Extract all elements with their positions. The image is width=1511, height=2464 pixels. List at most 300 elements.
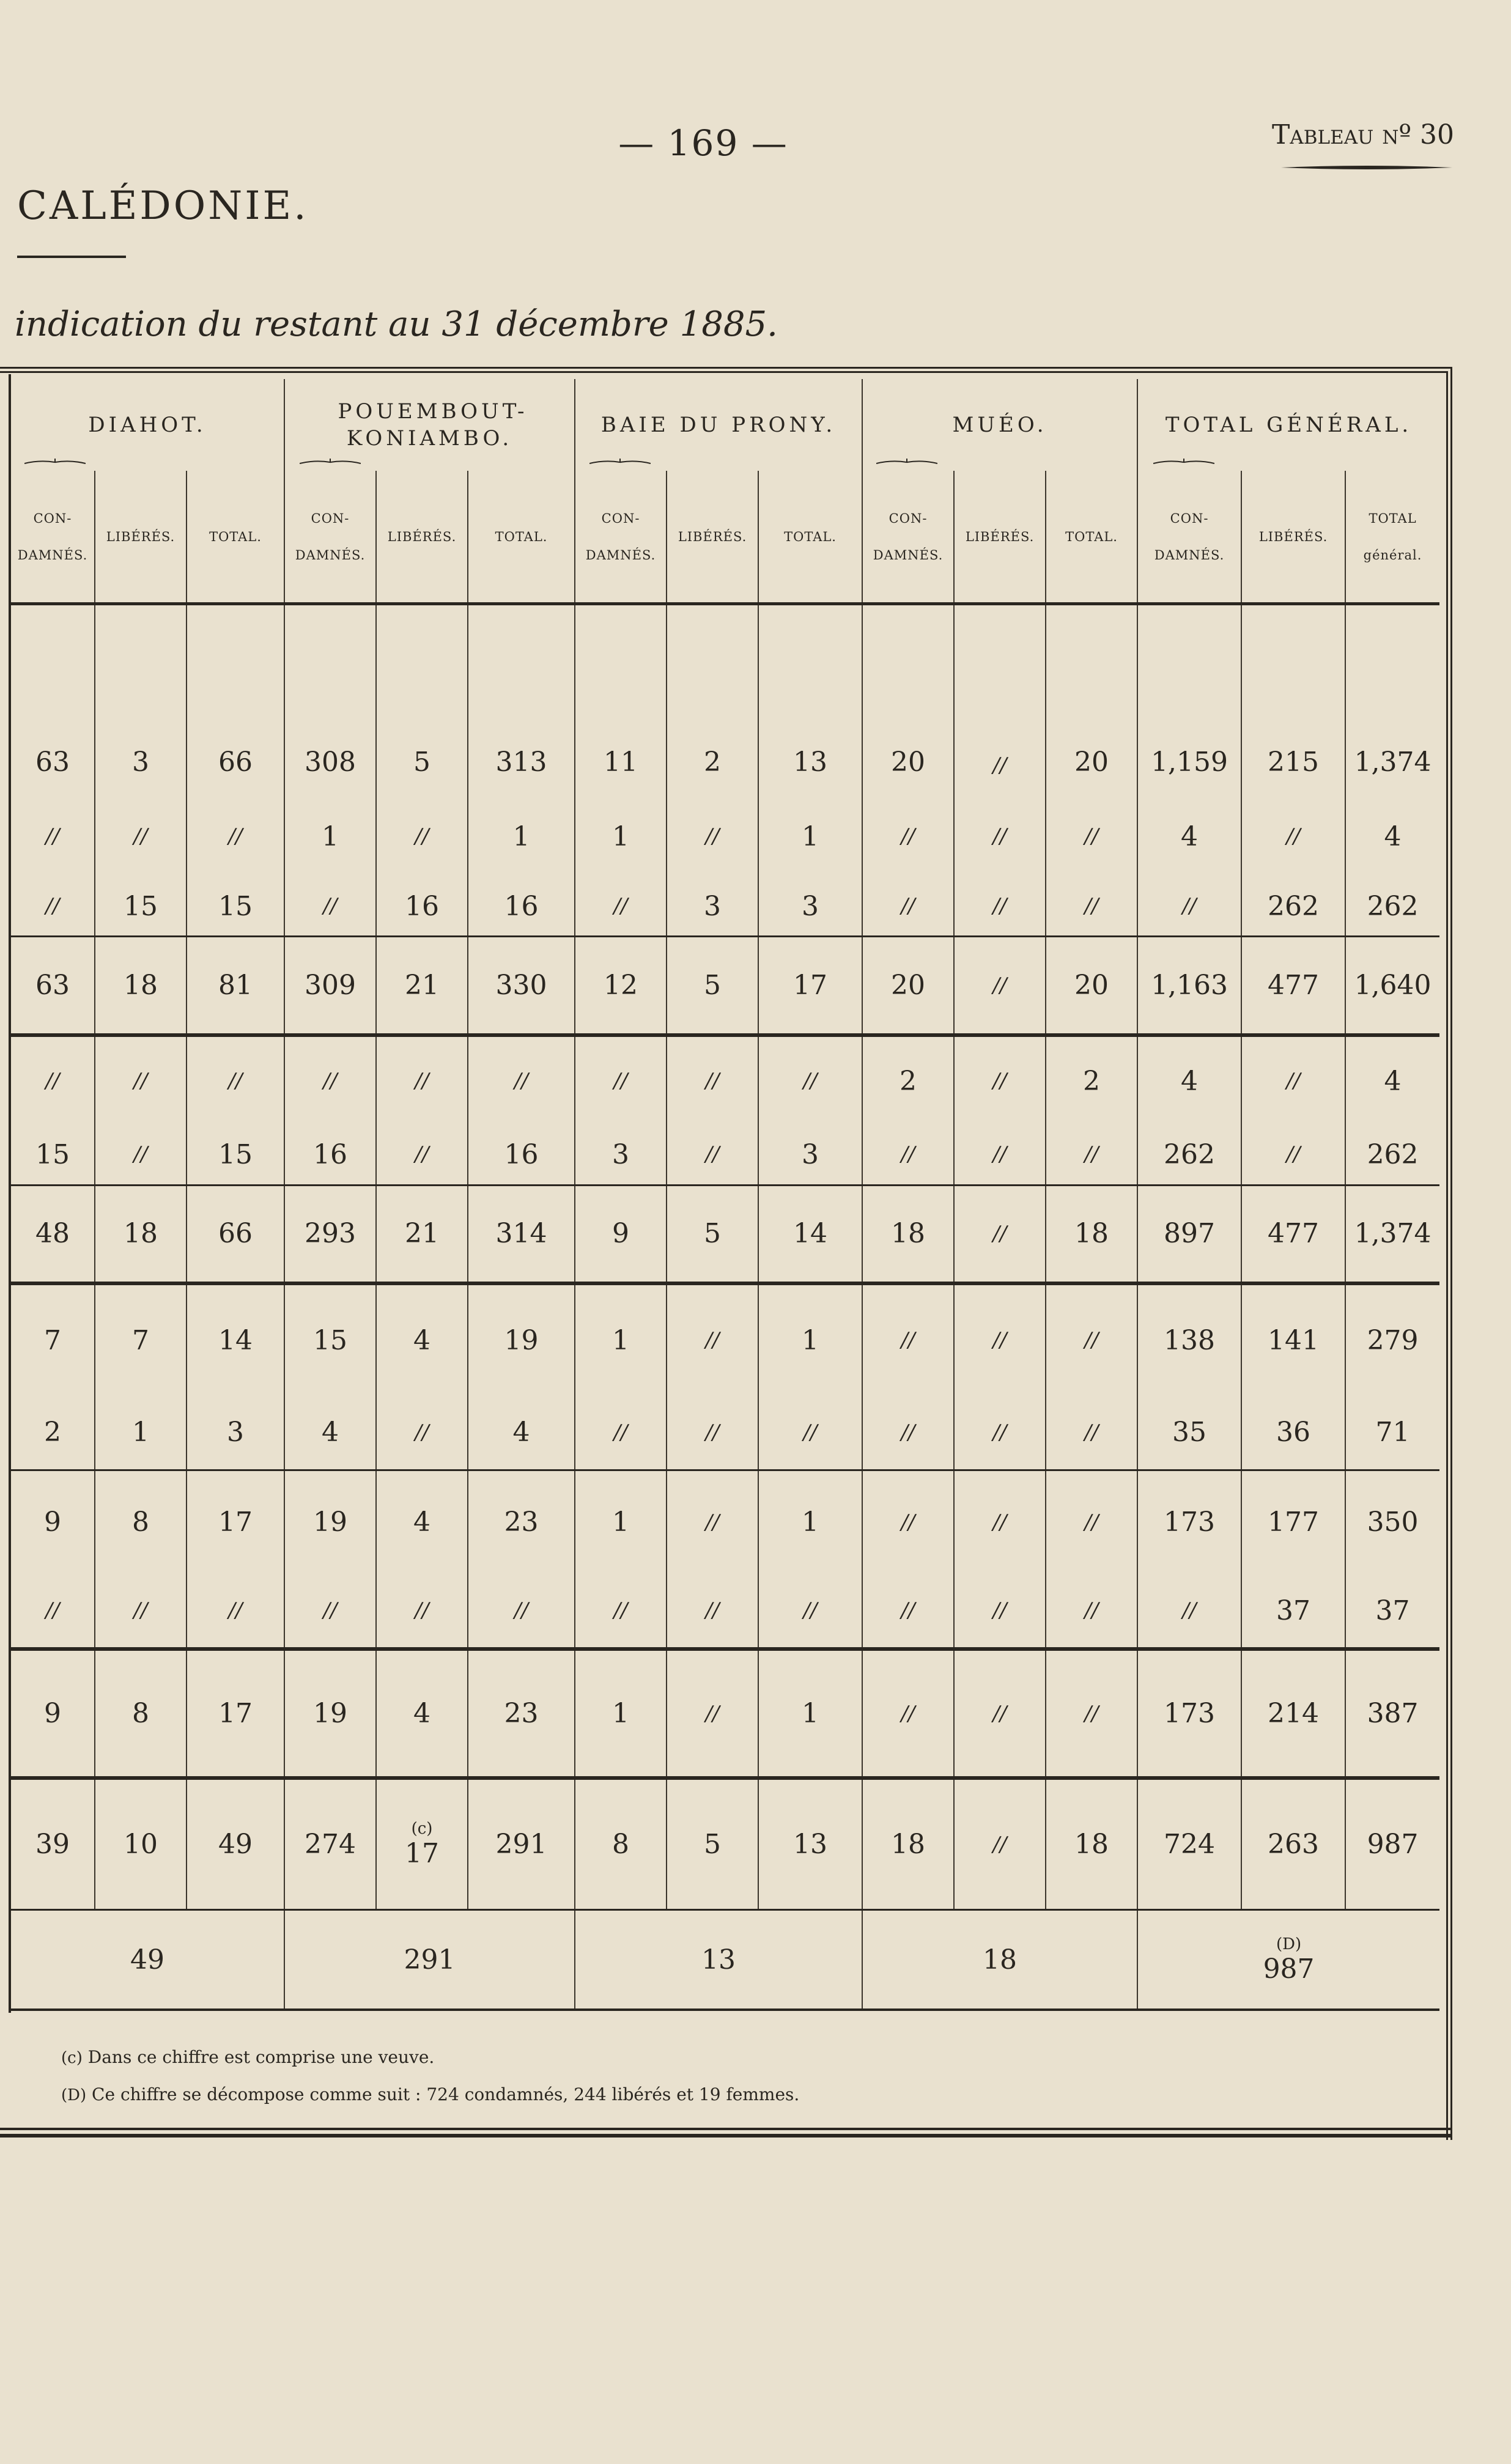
table-cell xyxy=(1345,1035,1439,1125)
ditto-mark: // xyxy=(514,1069,528,1094)
table-cell xyxy=(95,1649,187,1778)
table-cell xyxy=(575,1283,667,1395)
table-cell xyxy=(1241,877,1345,937)
table-cell xyxy=(11,877,95,937)
ditto-mark: // xyxy=(705,1420,720,1445)
cell-value: 1 xyxy=(612,1698,630,1730)
cell-value: 19 xyxy=(313,1698,348,1730)
cell-value: 2 xyxy=(44,1417,61,1448)
table-cell xyxy=(954,1470,1046,1574)
cell-value: 262 xyxy=(1367,890,1419,922)
table-cell xyxy=(11,1574,95,1649)
table-cell xyxy=(1345,1470,1439,1574)
cell-value: 23 xyxy=(504,1698,539,1730)
group-brace xyxy=(300,457,361,466)
table-cell xyxy=(1345,1396,1439,1470)
table-cell xyxy=(575,877,667,937)
cell-value: 16 xyxy=(504,890,539,922)
cell-value: 5 xyxy=(704,1218,722,1250)
ditto-mark: // xyxy=(45,894,60,919)
cell-value: 387 xyxy=(1367,1698,1419,1730)
table-cell xyxy=(1137,796,1241,877)
cell-value: 37 xyxy=(1276,1595,1311,1626)
table-cell xyxy=(468,1574,575,1649)
cell-value: 16 xyxy=(313,1138,348,1170)
table-cell xyxy=(284,796,376,877)
region-title-rule xyxy=(17,256,126,258)
col-condamnes: CON-DAMNÉS. xyxy=(11,471,95,604)
table-cell xyxy=(667,1125,758,1185)
cell-value: 1 xyxy=(512,821,530,852)
table-cell xyxy=(667,1035,758,1125)
table-cell xyxy=(11,1125,95,1185)
group-total-label: TOTAL GÉNÉRAL. xyxy=(1165,413,1413,437)
table-cell xyxy=(1241,1470,1345,1574)
table-cell xyxy=(284,604,376,797)
table-cell xyxy=(95,1125,187,1185)
ditto-mark: // xyxy=(705,824,720,849)
table-cell xyxy=(1241,796,1345,877)
table-cell xyxy=(468,1125,575,1185)
table-cell xyxy=(575,1125,667,1185)
table-cell xyxy=(954,1778,1046,1909)
table-cell xyxy=(862,1396,954,1470)
cell-value: 4 xyxy=(1181,821,1199,852)
cell-value: 313 xyxy=(495,747,547,778)
group-brace xyxy=(876,457,937,466)
ditto-mark: // xyxy=(323,894,338,919)
cell-value: 9 xyxy=(612,1218,630,1250)
cell-value: 3 xyxy=(802,1138,819,1170)
table-row xyxy=(11,604,1439,797)
table-cell xyxy=(1046,1283,1137,1395)
group-baie-du-prony xyxy=(575,379,862,471)
ditto-mark: // xyxy=(992,894,1007,919)
table-cell xyxy=(376,1649,468,1778)
ditto-mark: // xyxy=(45,824,60,849)
col-total: TOTAL. xyxy=(468,471,575,604)
table-cell xyxy=(468,1185,575,1283)
cell-value: 308 xyxy=(305,747,356,778)
ditto-mark: // xyxy=(1084,1142,1099,1167)
cell-value: 897 xyxy=(1164,1218,1216,1250)
cell-value: 37 xyxy=(1375,1595,1410,1626)
footnote-c xyxy=(61,2039,799,2076)
table-cell xyxy=(95,937,187,1035)
table-cell xyxy=(468,1283,575,1395)
table-cell xyxy=(1046,937,1137,1035)
table-cell xyxy=(758,877,862,937)
table-frame-bottom xyxy=(0,2128,1452,2138)
table-cell xyxy=(667,1396,758,1470)
cell-value: 477 xyxy=(1268,970,1320,1001)
cell-value: 14 xyxy=(218,1324,253,1356)
ditto-mark: // xyxy=(613,1069,628,1094)
group-total-general xyxy=(1137,379,1439,471)
table-cell xyxy=(954,1283,1046,1395)
table-cell xyxy=(95,877,187,937)
group-diahot-label: DIAHOT. xyxy=(88,413,207,437)
table-cell xyxy=(1137,604,1241,797)
table-cell xyxy=(468,1778,575,1909)
cell-value: 3 xyxy=(612,1138,630,1170)
cell-value: 18 xyxy=(1074,1829,1109,1861)
grand-total-value: 18 xyxy=(983,1944,1018,1975)
table-cell xyxy=(187,1035,284,1125)
table-cell xyxy=(575,1396,667,1470)
ditto-mark: // xyxy=(901,1420,915,1445)
table-cell xyxy=(575,796,667,877)
ditto-mark: // xyxy=(901,1328,915,1353)
cell-value: 138 xyxy=(1164,1324,1216,1356)
table-cell xyxy=(667,937,758,1035)
grand-total-value: 49 xyxy=(130,1944,164,1975)
column-header-row xyxy=(11,471,1439,604)
cell-value: 49 xyxy=(218,1829,253,1861)
table-cell xyxy=(376,604,468,797)
table-cell xyxy=(862,1574,954,1649)
table-cell xyxy=(1046,1035,1137,1125)
group-brace xyxy=(24,457,86,466)
table-cell xyxy=(862,1649,954,1778)
table-cell xyxy=(187,1574,284,1649)
table-cell xyxy=(187,1283,284,1395)
table-cell xyxy=(758,937,862,1035)
table-cell xyxy=(1241,1574,1345,1649)
ditto-mark: // xyxy=(992,1598,1007,1623)
group-brace xyxy=(589,457,651,466)
cell-value: 17 xyxy=(405,1838,440,1870)
table-cell xyxy=(284,1396,376,1470)
table-cell xyxy=(11,1283,95,1395)
grand-total-row xyxy=(11,1910,1439,2009)
cell-value: 1 xyxy=(802,1507,819,1538)
cell-value: 2 xyxy=(900,1065,917,1097)
table-cell xyxy=(575,1185,667,1283)
statistics-table xyxy=(11,379,1439,2008)
table-cell xyxy=(667,877,758,937)
table-cell xyxy=(667,1778,758,1909)
table-cell xyxy=(376,937,468,1035)
table-cell xyxy=(862,796,954,877)
table-cell xyxy=(758,1470,862,1574)
cell-value: 1 xyxy=(612,1507,630,1538)
table-cell xyxy=(11,1035,95,1125)
table-cell xyxy=(758,1035,862,1125)
table-cell xyxy=(1241,1283,1345,1395)
table-cell xyxy=(667,1649,758,1778)
table-cell xyxy=(954,1035,1046,1125)
table-cell xyxy=(1137,1035,1241,1125)
table-cell xyxy=(575,1574,667,1649)
cell-value: 314 xyxy=(495,1218,547,1250)
grand-total-baie xyxy=(575,1910,862,2009)
cell-value: 3 xyxy=(132,747,149,778)
table-cell xyxy=(468,937,575,1035)
table-cell xyxy=(11,604,95,797)
table-cell xyxy=(758,604,862,797)
table-cell xyxy=(468,1396,575,1470)
table-cell xyxy=(11,1649,95,1778)
cell-value: 20 xyxy=(891,970,926,1001)
cell-value: 15 xyxy=(35,1138,70,1170)
col-liberes: LIBÉRÉS. xyxy=(954,471,1046,604)
cell-value: 1 xyxy=(612,1324,630,1356)
table-cell xyxy=(11,796,95,877)
grand-total-diahot xyxy=(11,1910,284,2009)
cell-value: 262 xyxy=(1367,1138,1419,1170)
col-condamnes: CON-DAMNÉS. xyxy=(1137,471,1241,604)
table-body xyxy=(11,604,1439,1910)
table-cell xyxy=(1345,937,1439,1035)
cell-value: 1,374 xyxy=(1354,747,1432,778)
cell-value: 3 xyxy=(227,1417,244,1448)
table-cell xyxy=(1241,937,1345,1035)
ditto-mark: // xyxy=(415,1420,429,1445)
ditto-mark: // xyxy=(901,824,915,849)
cell-value: 66 xyxy=(218,1218,253,1250)
table-cell xyxy=(1345,1185,1439,1283)
cell-value: 20 xyxy=(891,747,926,778)
ditto-mark: // xyxy=(1084,1328,1099,1353)
col-condamnes: CON-DAMNÉS. xyxy=(284,471,376,604)
table-cell xyxy=(1241,1125,1345,1185)
table-cell xyxy=(1046,1185,1137,1283)
table-cell xyxy=(862,877,954,937)
group-pouembout-label: POUEMBOUT-KONIAMBO. xyxy=(338,399,528,451)
table-ref-underline xyxy=(1281,165,1452,170)
cell-value: 214 xyxy=(1268,1698,1320,1730)
table-cell xyxy=(284,1035,376,1125)
table-cell xyxy=(1137,1396,1241,1470)
table-cell xyxy=(376,1125,468,1185)
ditto-mark: // xyxy=(1084,1510,1099,1535)
ditto-mark: // xyxy=(133,1598,148,1623)
table-cell xyxy=(468,604,575,797)
cell-value: 4 xyxy=(1384,821,1402,852)
cell-value: 2 xyxy=(704,747,722,778)
table-cell xyxy=(575,1649,667,1778)
cell-value: 7 xyxy=(44,1324,61,1356)
table-cell xyxy=(284,1283,376,1395)
table-cell xyxy=(468,1649,575,1778)
cell-value: 262 xyxy=(1164,1138,1216,1170)
table-cell xyxy=(95,1574,187,1649)
cell-value: 4 xyxy=(413,1698,431,1730)
table-cell xyxy=(1241,1778,1345,1909)
cell-value: 18 xyxy=(124,1218,158,1250)
cell-value: 20 xyxy=(1074,970,1109,1001)
cell-value: 274 xyxy=(305,1829,356,1861)
cell-value: 309 xyxy=(305,970,356,1001)
ditto-mark: // xyxy=(705,1701,720,1726)
table-row xyxy=(11,1035,1439,1125)
cell-value: 5 xyxy=(704,970,722,1001)
cell-value: 35 xyxy=(1172,1417,1207,1448)
col-condamnes: CON-DAMNÉS. xyxy=(862,471,954,604)
table-cell xyxy=(954,1396,1046,1470)
table-row xyxy=(11,937,1439,1035)
grand-total-mueo xyxy=(862,1910,1137,2009)
ditto-mark: // xyxy=(992,1832,1007,1857)
ditto-mark: // xyxy=(901,1510,915,1535)
cell-value: 173 xyxy=(1164,1507,1216,1538)
table-cell xyxy=(95,1283,187,1395)
table-cell xyxy=(187,604,284,797)
cell-value: 18 xyxy=(891,1829,926,1861)
ditto-mark: // xyxy=(1286,1142,1301,1167)
table-cell xyxy=(11,937,95,1035)
table-cell xyxy=(1046,1470,1137,1574)
table-cell xyxy=(187,937,284,1035)
cell-value: 17 xyxy=(793,970,828,1001)
ditto-mark: // xyxy=(133,824,148,849)
ditto-mark: // xyxy=(228,824,243,849)
table-cell xyxy=(1137,1185,1241,1283)
cell-value: 215 xyxy=(1268,747,1320,778)
table-cell xyxy=(1137,1125,1241,1185)
table-cell xyxy=(1046,1125,1137,1185)
ditto-mark: // xyxy=(228,1069,243,1094)
table-cell xyxy=(376,877,468,937)
cell-value: 18 xyxy=(891,1218,926,1250)
cell-value: 15 xyxy=(313,1324,348,1356)
table-cell xyxy=(1046,1396,1137,1470)
cell-value: 3 xyxy=(704,890,722,922)
cell-value: 13 xyxy=(793,1829,828,1861)
page-number: — 169 — xyxy=(618,122,788,164)
cell-value: 1,374 xyxy=(1354,1218,1432,1250)
grand-total-value: 13 xyxy=(701,1944,736,1975)
table-cell xyxy=(95,1778,187,1909)
table-cell xyxy=(376,1574,468,1649)
ditto-mark: // xyxy=(1084,894,1099,919)
cell-value: 81 xyxy=(218,970,253,1001)
ditto-mark: // xyxy=(705,1328,720,1353)
table-cell xyxy=(1345,1125,1439,1185)
cell-value: 19 xyxy=(313,1507,348,1538)
table-cell xyxy=(284,1470,376,1574)
table-cell xyxy=(667,1283,758,1395)
table-cell xyxy=(758,1283,862,1395)
ditto-mark: // xyxy=(901,1598,915,1623)
table-row xyxy=(11,1185,1439,1283)
table-cell xyxy=(954,604,1046,797)
col-total: TOTAL. xyxy=(187,471,284,604)
cell-value: 21 xyxy=(405,970,440,1001)
cell-value: 17 xyxy=(218,1698,253,1730)
table-cell xyxy=(11,1185,95,1283)
col-total: TOTAL. xyxy=(1046,471,1137,604)
ditto-mark: // xyxy=(415,1598,429,1623)
note-mark-d: (D) xyxy=(1276,1935,1302,1953)
cell-value: 9 xyxy=(44,1507,61,1538)
table-cell xyxy=(284,1649,376,1778)
ditto-mark: // xyxy=(133,1142,148,1167)
cell-value: 4 xyxy=(322,1417,339,1448)
table-cell xyxy=(95,1470,187,1574)
table-cell xyxy=(284,877,376,937)
group-baie-label: BAIE DU PRONY. xyxy=(600,413,837,437)
table-cell xyxy=(468,1035,575,1125)
table-cell xyxy=(1046,877,1137,937)
cell-value: 1,163 xyxy=(1151,970,1228,1001)
ditto-mark: // xyxy=(705,1142,720,1167)
table-row xyxy=(11,1396,1439,1470)
ditto-mark: // xyxy=(992,1701,1007,1726)
region-title: CALÉDONIE. xyxy=(17,183,309,229)
table-cell xyxy=(667,796,758,877)
table-row xyxy=(11,1470,1439,1574)
cell-value: 71 xyxy=(1375,1417,1410,1448)
table-cell xyxy=(284,1125,376,1185)
cell-value: 15 xyxy=(124,890,158,922)
table-cell xyxy=(862,1035,954,1125)
cell-value: 63 xyxy=(35,747,70,778)
table-cell xyxy=(1137,937,1241,1035)
ditto-mark: // xyxy=(992,753,1007,778)
ditto-mark: // xyxy=(992,973,1007,998)
table-cell xyxy=(284,1185,376,1283)
table-cell xyxy=(376,1035,468,1125)
cell-value: 8 xyxy=(132,1507,149,1538)
ditto-mark: // xyxy=(992,1142,1007,1167)
footnote-text: Ce chiffre se décompose comme suit : 724 condamnés, 244 libérés et 19 femmes. xyxy=(92,2084,800,2104)
cell-value: 1 xyxy=(802,1698,819,1730)
table-cell xyxy=(667,604,758,797)
table-cell xyxy=(187,1470,284,1574)
cell-value: 39 xyxy=(35,1829,70,1861)
table-cell xyxy=(667,1470,758,1574)
table-cell xyxy=(1345,1778,1439,1909)
cell-value: 15 xyxy=(218,1138,253,1170)
group-header-row xyxy=(11,379,1439,471)
cell-value: 262 xyxy=(1268,890,1320,922)
cell-value: 9 xyxy=(44,1698,61,1730)
table-row xyxy=(11,1574,1439,1649)
table-cell xyxy=(1137,1778,1241,1909)
footnote-tag: (c) xyxy=(61,2049,83,2067)
ditto-mark: // xyxy=(45,1598,60,1623)
table-cell xyxy=(1345,796,1439,877)
cell-value: 293 xyxy=(305,1218,356,1250)
group-diahot xyxy=(11,379,284,471)
ditto-mark: // xyxy=(992,1328,1007,1353)
ditto-mark: // xyxy=(228,1598,243,1623)
table-cell xyxy=(187,1125,284,1185)
col-condamnes: CON-DAMNÉS. xyxy=(575,471,667,604)
table-row xyxy=(11,1649,1439,1778)
group-pouembout xyxy=(284,379,575,471)
table-cell xyxy=(376,1396,468,1470)
cell-value: 18 xyxy=(124,970,158,1001)
table-cell xyxy=(1046,796,1137,877)
table-cell xyxy=(1241,604,1345,797)
table-cell xyxy=(758,796,862,877)
table-cell xyxy=(954,1574,1046,1649)
cell-value: 1,159 xyxy=(1151,747,1228,778)
table-cell xyxy=(862,1185,954,1283)
table-cell xyxy=(1345,1283,1439,1395)
cell-value: 10 xyxy=(124,1829,158,1861)
cell-value: 724 xyxy=(1164,1829,1216,1861)
ditto-mark: // xyxy=(992,1510,1007,1535)
cell-value: 2 xyxy=(1083,1065,1101,1097)
table-cell xyxy=(1345,877,1439,937)
table-reference: Tableau nº 30 xyxy=(1272,119,1455,150)
cell-value: 18 xyxy=(1074,1218,1109,1250)
cell-value: 20 xyxy=(1074,747,1109,778)
